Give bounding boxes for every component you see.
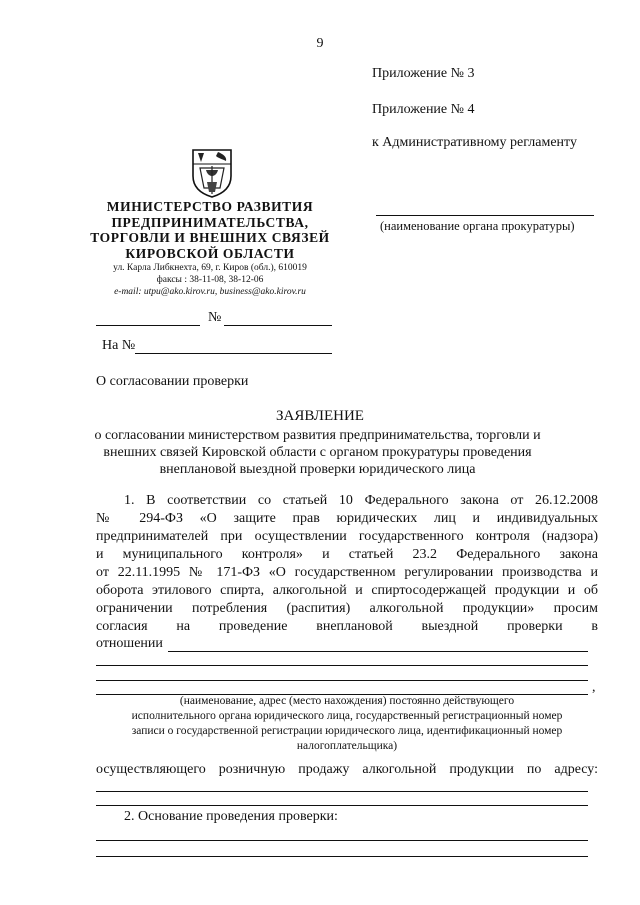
caption-line: (наименование, адрес (место нахождения) постоянно действующего [179,695,515,707]
caption-line: исполнительного органа юридического лица, государственный регистрационный номер [131,710,563,722]
caption-line: налогоплательщика) [296,740,398,752]
regulation-reference: к Административному регламенту [372,135,577,150]
kirov-coat-of-arms-icon [190,148,234,198]
ministry-name [60,199,360,261]
ministry-address: ул. Карла Либкнехта, 69, г. Киров (обл.), 610019 [113,263,307,273]
paragraph-line: согласия на проведение внеплановой выездной проверки в [96,619,598,634]
ministry-name-line: ПРЕДПРИНИМАТЕЛЬСТВА, [111,214,309,230]
subtitle-line: внеплановой выездной проверки юридического лица [159,462,476,477]
document-subtitle [90,427,545,478]
basis-line-2 [96,856,588,857]
subtitle-line: внешних связей Кировской области с органом прокуратуры проведения [103,445,532,460]
paragraph-line: № 294-ФЗ «О защите прав юридических лиц и индивидуальных [96,511,598,526]
paragraph-line: оборота этилового спирта, алкогольной и спиртосодержащей продукции и об [96,583,598,598]
ministry-contacts [60,262,360,298]
outgoing-date-line [96,325,200,326]
entity-name-line-3 [96,680,588,681]
caption-line: записи о государственной регистрации юридического лица, идентификационный номер [131,725,563,737]
entity-name-line-2 [96,665,588,666]
page-number: 9 [316,36,324,51]
retail-address-line-1 [96,791,588,792]
entity-line-comma: , [592,680,596,695]
ministry-name-line: МИНИСТЕРСТВО РАЗВИТИЯ [106,199,314,214]
reply-to-label: На № [102,338,136,353]
prosecutor-line [376,215,594,216]
document-title: ЗАЯВЛЕНИЕ [276,408,364,424]
paragraph-line: от 22.11.1995 № 171-ФЗ «О государственном регулировании производства и [96,565,598,580]
paragraph-line: и муниципального контроля» и статьей 23.2 Федерального закона [96,547,598,562]
retail-address-line-2 [96,805,588,806]
basis-line-1 [96,840,588,841]
paragraph-line: ограничении потребления (распития) алкогольной продукции» просим [96,601,598,616]
appendix-3-label: Приложение № 3 [372,66,475,81]
paragraph-1 [96,492,598,636]
outgoing-number-sign: № [208,310,222,325]
prosecutor-caption: (наименование органа прокуратуры) [380,219,575,233]
outgoing-number-line [224,325,332,326]
subject-line: О согласовании проверки [96,374,249,389]
basis-label: 2. Основание проведения проверки: [124,809,338,824]
entity-caption [96,694,598,754]
in-relation-label: отношении [96,636,163,651]
ministry-name-line: КИРОВСКОЙ ОБЛАСТИ [125,245,295,261]
retail-address-label: осуществляющего розничную продажу алкогольной продукции по адресу: [96,762,598,777]
entity-name-line-1 [168,651,588,652]
subtitle-line: о согласовании министерством развития предпринимательства, торговли и [94,428,541,443]
ministry-email: e-mail: utpu@ako.kirov.ru, business@ako.kirov.ru [114,287,306,297]
ministry-fax: факсы : 38-11-08, 38-12-06 [156,275,264,285]
ministry-name-line: ТОРГОВЛИ И ВНЕШНИХ СВЯЗЕЙ [90,230,330,245]
appendix-4-label: Приложение № 4 [372,102,475,117]
paragraph-line: 1. В соответствии со статьей 10 Федерального закона от 26.12.2008 [124,493,598,508]
paragraph-line: предпринимателей при осуществлении государственного контроля (надзора) [96,529,598,544]
reply-to-line [135,353,332,354]
